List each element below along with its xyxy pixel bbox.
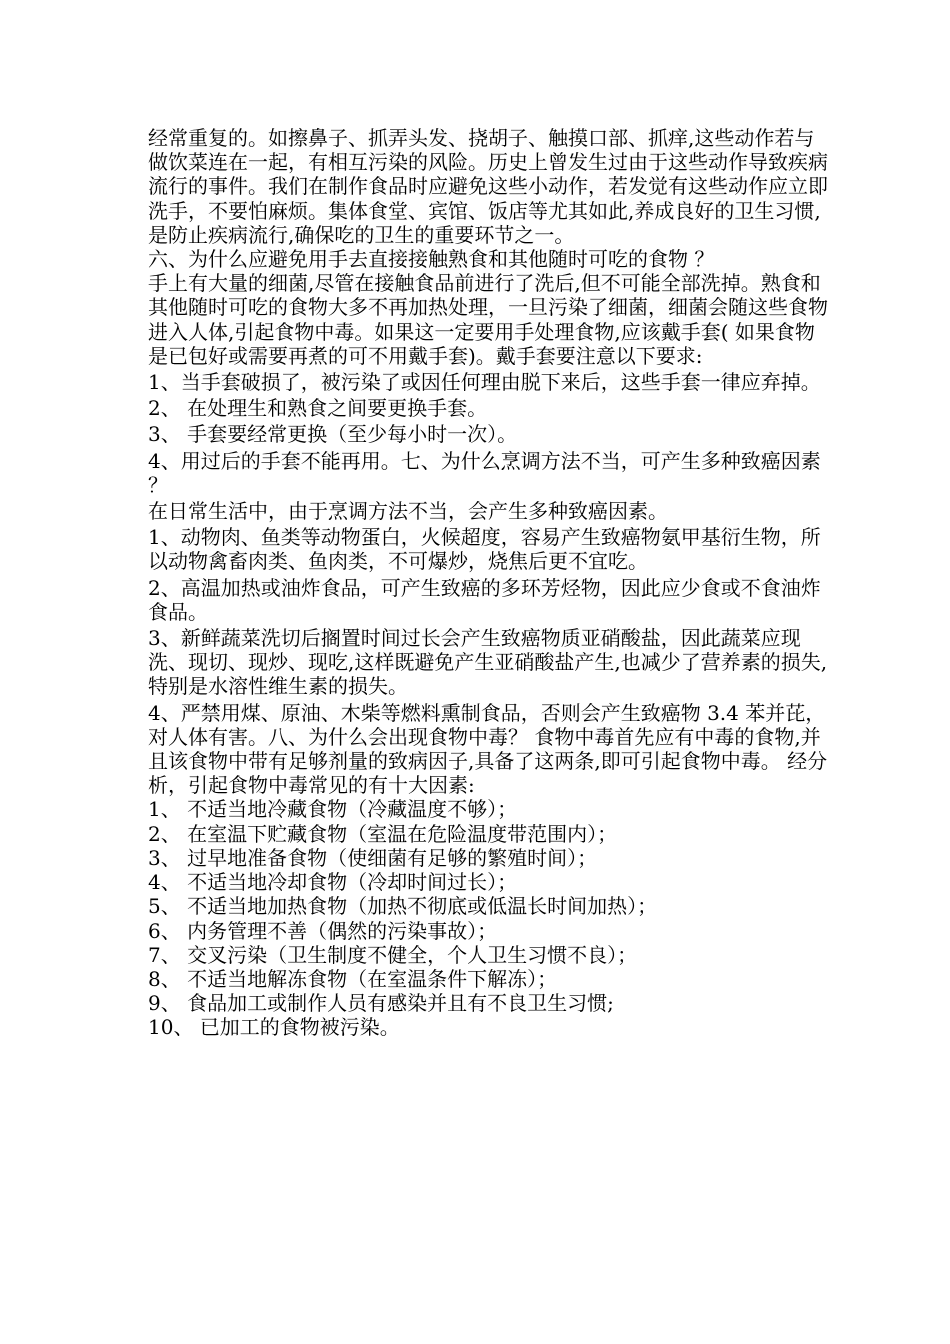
list-item-glove-2: 2、 在处理生和熟食之间要更换手套。 xyxy=(148,396,488,421)
list-item-cooking-3: 3、新鲜蔬菜洗切后搁置时间过长会产生致癌物质亚硝酸盐，因此蔬菜应现洗、现切、现炒、现吃,这样既避免产生亚硝酸盐产生,也减少了营养素的损失,特别是水溶性维生素的损失。 xyxy=(148,626,828,699)
document-body xyxy=(148,126,828,1040)
paragraph-cooking-intro: 在日常生活中，由于烹调方法不当，会产生多种致癌因素。 xyxy=(148,499,668,524)
list-item-cooking-2: 2、高温加热或油炸食品，可产生致癌的多环芳烃物，因此应少食或不食油炸食品。 xyxy=(148,575,821,624)
list-item-poisoning-10: 10、 已加工的食物被污染。 xyxy=(148,1015,400,1040)
list-item-glove-3: 3、 手套要经常更换（至少每小时一次）。 xyxy=(148,422,518,447)
list-item-poisoning-9: 9、 食品加工或制作人员有感染并且有不良卫生习惯; xyxy=(148,991,614,1016)
list-item-poisoning-6: 6、 内务管理不善（偶然的污染事故）； xyxy=(148,918,498,943)
list-item-poisoning-7: 7、 交叉污染（卫生制度不健全，个人卫生习惯不良）； xyxy=(148,942,638,967)
list-item-poisoning-2: 2、 在室温下贮藏食物（室温在危险温度带范围内）； xyxy=(148,821,618,846)
list-item-poisoning-3: 3、 过早地准备食物（使细菌有足够的繁殖时间）； xyxy=(148,845,598,870)
list-item-glove-1: 1、当手套破损了，被污染了或因任何理由脱下来后，这些手套一律应弃掉。 xyxy=(148,370,821,395)
list-item-glove-4-and-section-seven: 4、用过后的手套不能再用。七、为什么烹调方法不当，可产生多种致癌因素 ？ xyxy=(148,448,821,497)
section-heading-six: 六、为什么应避免用手去直接接触熟食和其他随时可吃的食物 ？ xyxy=(148,247,715,272)
paragraph-intro-habits: 经常重复的。如擦鼻子、抓弄头发、挠胡子、触摸口部、抓痒,这些动作若与做饮菜连在一起，有相互污染的风险。历史上曾发生过由于这些动作导致疾病流行的事件。我们在制作食品时应避免这些小动作，若发觉有这些动作应立即洗手，不要怕麻烦。集体食堂、宾馆、饭店等尤其如此,养成良好的卫生习惯,是防止疾病流行,确保吃的卫生的重要环节之一。 xyxy=(148,126,828,247)
list-item-poisoning-5: 5、 不适当地加热食物（加热不彻底或低温长时间加热）； xyxy=(148,894,658,919)
list-item-poisoning-4: 4、 不适当地冷却食物（冷却时间过长）； xyxy=(148,870,518,895)
list-item-poisoning-8: 8、 不适当地解冻食物（在室温条件下解冻）； xyxy=(148,966,558,991)
list-item-cooking-4-and-section-eight: 4、严禁用煤、原油、木柴等燃料熏制食品，否则会产生致癌物 3.4 苯并芘，对人体有害。八、为什么会出现食物中毒？ 食物中毒首先应有中毒的食物,并且该食物中带有足够剂量的致病因子,具备了这两条,即可引起食物中毒。 经分析，引起食物中毒常见的有十大因素: xyxy=(148,700,828,798)
list-item-poisoning-1: 1、 不适当地冷藏食物（冷藏温度不够）； xyxy=(148,797,518,822)
list-item-cooking-1: 1、动物肉、鱼类等动物蛋白，火候超度，容易产生致癌物氨甲基衍生物，所以动物禽畜肉类、鱼肉类，不可爆炒，烧焦后更不宜吃。 xyxy=(148,525,821,574)
paragraph-gloves: 手上有大量的细菌,尽管在接触食品前进行了洗后,但不可能全部洗掉。熟食和其他随时可吃的食物大多不再加热处理，一旦污染了细菌，细菌会随这些食物进入人体,引起食物中毒。如果这一定要用手处理食物,应该戴手套( 如果食物是已包好或需要再煮的可不用戴手套)。戴手套要注意以下要求: xyxy=(148,271,828,368)
